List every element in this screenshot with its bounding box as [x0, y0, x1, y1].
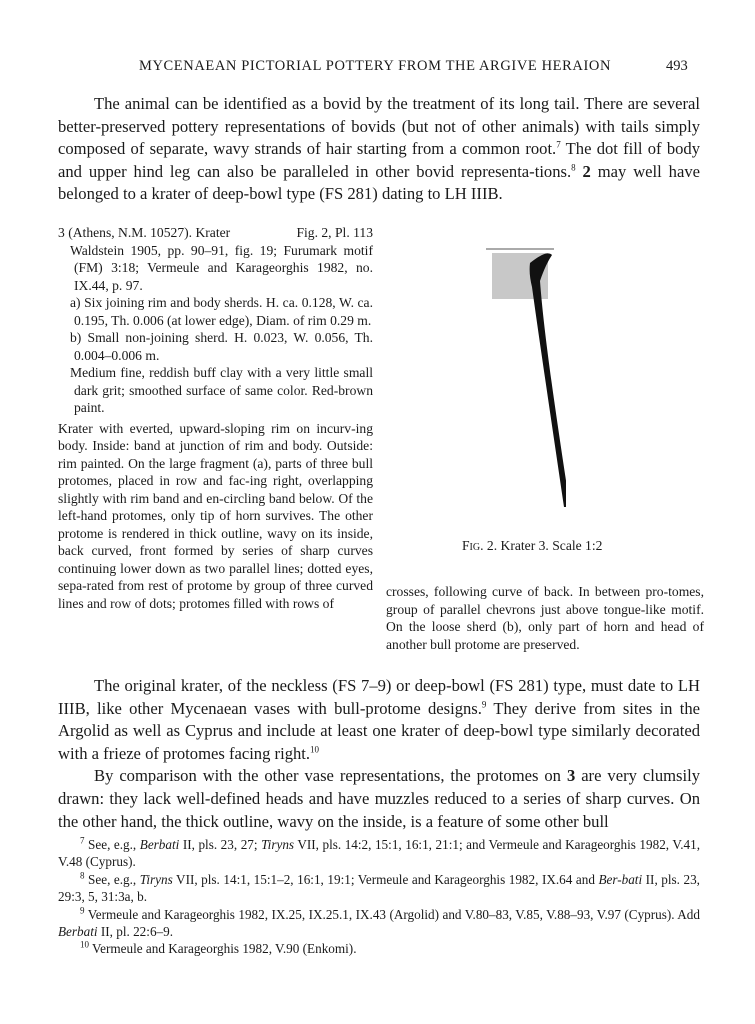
footnotes: [58, 836, 700, 958]
fn-text: II, pls. 23, 27;: [179, 837, 262, 852]
catalog-entry-heading: [58, 224, 373, 242]
main-paragraph-1: [58, 675, 700, 765]
catalog-detail-line: b) Small non-joining sherd. H. 0.023, W. 0.056, Th. 0.004–0.006 m.: [70, 330, 373, 363]
catalog-detail-line: Waldstein 1905, pp. 90–91, fig. 19; Furumark motif (FM) 3:18; Vermeule and Karageorghis 1982, no. IX.44, p. 97.: [70, 242, 373, 293]
catalog-detail-line: a) Six joining rim and body sherds. H. ca. 0.128, W. ca. 0.195, Th. 0.006 (at lower edge), Diam. of rim 0.29 m.: [70, 295, 373, 328]
footnote-marker: 9: [80, 905, 85, 916]
main-p1-text-2: They derive from sites in the Argolid as well as Cyprus and include at least one krater of deep-bowl type similarly decorated with a frieze of protomes facing right.: [58, 698, 700, 763]
fn-italic: Berbati: [58, 924, 98, 940]
figure-caption: [462, 538, 602, 554]
footnote-marker: 10: [80, 940, 89, 951]
footnote-7: [58, 836, 700, 871]
intro-paragraph: [58, 93, 700, 206]
intro-text: The animal can be identified as a bovid by the treatment of its long tail. There are several better-preserved pottery representations of bovids (but not of other animals) with tails simply composed of separate, wavy strands of hair starting from a common root.: [58, 94, 700, 159]
footnote-ref-10[interactable]: 10: [310, 744, 320, 755]
fn-italic: Tiryns: [139, 871, 173, 887]
running-header: MYCENAEAN PICTORIAL POTTERY FROM THE ARGIVE HERAION: [138, 58, 612, 74]
catalog-number-ref: 2: [582, 161, 591, 181]
footnote-ref-8[interactable]: 8: [571, 162, 576, 173]
main-text: [58, 675, 700, 833]
figure-caption-text: . 2. Krater 3. Scale 1:2: [480, 538, 603, 553]
fn-text: II, pl. 22:6–9.: [97, 924, 174, 940]
page-number: 493: [666, 58, 688, 74]
fn-text: Vermeule and Karageorghis 1982, V.90 (Enkomi).: [89, 941, 357, 957]
main-p1-text: The original krater, of the neckless (FS 7–9) or deep-bowl (FS 281) type, must date to LH IIIB, like other Mycenaean vases with bull-protome designs.: [58, 676, 700, 718]
fn-text: VII, pls. 14:2, 15:1, 16:1, 21:1; and Vermeule and Karageorghis 1982, V.41, V.48 (Cyprus).: [58, 837, 700, 870]
intro-text-2: The dot fill of body and upper hind leg can also be paralleled in other bovid representa-tions.: [58, 139, 701, 181]
catalog-entry-title: (Athens, N.M. 10527). Krater: [64, 225, 231, 240]
fn-text: VII, pls. 14:1, 15:1–2, 16:1, 19:1; Vermeule and Karageorghis 1982, IX.64 and: [172, 871, 599, 887]
fn-text: Vermeule and Karageorghis 1982, IX.25, IX.25.1, IX.43 (Argolid) and V.80–83, V.85, V.88–93, V.97 (Cyprus). Add: [84, 906, 700, 922]
footnote-9: [58, 906, 700, 941]
figure-caption-prefix: Fig: [462, 538, 481, 553]
main-paragraph-2: [58, 765, 700, 833]
catalog-number-ref-2: 3: [566, 766, 576, 786]
footnote-10: [58, 940, 700, 957]
catalog-description: Krater with everted, upward-sloping rim on incurv-ing body. Inside: band at junction of rim and body. Outside: rim painted. On the large fragment (a), parts of three bull protomes, placed in row and fac-ing right, overlapping slightly with rim band and en-circling band below. Of the left-hand protomes, only tip of horn survives. The other protome is rendered in thick outline, wavy on its inside, back curved, front formed by series of sharp curves continuing lower down as two parallel lines; dotted eyes, sepa-rated from rest of protome by group of three curved lines and row of dots; protomes filled with rows of: [58, 420, 373, 611]
fn-italic: Tiryns: [261, 837, 295, 852]
catalog-number: 3: [58, 225, 65, 240]
footnote-marker: 7: [80, 835, 85, 846]
catalog-figure-ref: Fig. 2, Pl. 113: [296, 225, 373, 240]
footnote-8: [58, 871, 700, 906]
fn-text: See, e.g.,: [84, 837, 140, 852]
footnote-ref-7[interactable]: 7: [556, 139, 561, 150]
catalog-detail-line: Medium fine, reddish buff clay with a very little small dark grit; smoothed surface of same color. Red-brown paint.: [70, 365, 373, 415]
fn-italic: Berbati: [139, 837, 180, 852]
catalog-entry: [58, 224, 373, 612]
footnote-marker: 8: [80, 870, 85, 881]
footnote-ref-9[interactable]: 9: [481, 699, 487, 710]
fn-text: See, e.g.,: [84, 871, 140, 887]
krater-profile-drawing: [486, 245, 566, 515]
main-p2-text: By comparison with the other vase representations, the protomes on: [94, 766, 567, 786]
fn-italic: Ber-bati: [598, 871, 643, 887]
fn-text: II, pls. 23, 29:3, 5, 31:3a, b.: [58, 871, 700, 905]
intro-text-3: may well have belonged to a krater of deep-bowl type (FS 281) dating to LH IIIB.: [58, 161, 700, 204]
main-p2-text-2: are very clumsily drawn: they lack well-defined heads and have muzzles reduced to a series of sharp curves. On the other hand, the thick outline, wavy on the inside, is a feature of some other bull: [58, 766, 701, 831]
catalog-description-continued: crosses, following curve of back. In between pro-tomes, group of parallel chevrons just above tongue-like motif. On the loose sherd (b), only part of horn and head of another bull protome are preserved.: [386, 584, 704, 652]
catalog-details: [58, 242, 373, 417]
